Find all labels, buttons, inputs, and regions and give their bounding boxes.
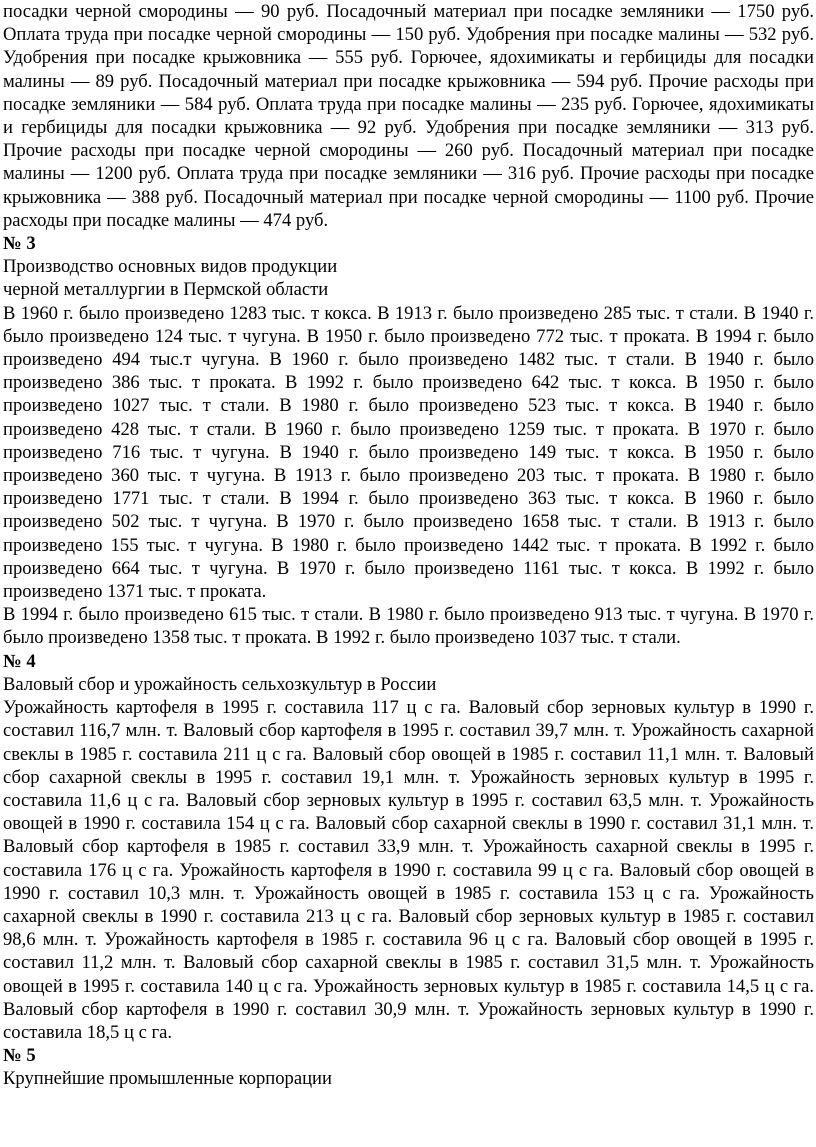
task-3-paragraph-2: В 1994 г. было произведено 615 тыс. т стали. В 1980 г. было произведено 913 тыс. т чугуна. В 1970 г. было произведено 1358 тыс. т проката. В 1992 г. было произведено 1037 тыс. т стали.	[3, 604, 814, 649]
task-4-title: Валовый сбор и урожайность сельхозкультур в России	[3, 673, 437, 695]
document-page	[3, 0, 814, 1091]
task-5-title: Крупнейшие промышленные корпорации	[3, 1068, 332, 1090]
task-3-number: № 3	[3, 233, 36, 255]
task-3-title-line-2: черной металлургии в Пермской области	[3, 279, 329, 301]
task-3-title-line-1: Производство основных видов продукции	[3, 256, 338, 278]
intro-paragraph: посадки черной смородины — 90 руб. Посадочный материал при посадке земляники — 1750 руб. Оплата труда при посадке черной смородины — 150 руб. Удобрения при посадке малины — 532 руб. Удобрения при посадке крыжовника — 555 руб. Горючее, ядохимикаты и гербициды для посадки малины — 89 руб. Посадочный материал при посадке крыжовника — 594 руб. Прочие расходы при посадке земляники — 584 руб. Оплата труда при посадке малины — 235 руб. Горючее, ядохимикаты и гербициды для посадки крыжовника — 92 руб. Удобрения при посадке земляники — 313 руб. Прочие расходы при посадке черной смородины — 260 руб. Посадочный материал при посадке малины — 1200 руб. Оплата труда при посадке земляники — 316 руб. Прочие расходы при посадке крыжовника — 388 руб. Посадочный материал при посадке черной смородины — 1100 руб. Прочие расходы при посадке малины — 474 руб.	[3, 1, 814, 231]
task-4-paragraph: Урожайность картофеля в 1995 г. составила 117 ц с га. Валовый сбор зерновых культур в 1990 г. составил 116,7 млн. т. Валовый сбор картофеля в 1995 г. составил 39,7 млн. т. Урожайность сахарной свеклы в 1985 г. составила 211 ц с га. Валовый сбор овощей в 1985 г. составил 11,1 млн. т. Валовый сбор сахарной свеклы в 1995 г. составил 19,1 млн. т. Урожайность зерновых культур в 1995 г. составила 11,6 ц с га. Валовый сбор зерновых культур в 1995 г. составил 63,5 млн. т. Урожайность овощей в 1990 г. составила 154 ц с га. Валовый сбор сахарной свеклы в 1990 г. составил 31,1 млн. т. Валовый сбор картофеля в 1985 г. составил 33,9 млн. т. Урожайность сахарной свеклы в 1995 г. составила 176 ц с га. Урожайность картофеля в 1990 г. составила 99 ц с га. Валовый сбор овощей в 1990 г. составил 10,3 млн. т. Урожайность овощей в 1985 г. составила 153 ц с га. Урожайность сахарной свеклы в 1990 г. составила 213 ц с га. Валовый сбор зерновых культур в 1985 г. составил 98,6 млн. т. Урожайность картофеля в 1985 г. составила 96 ц с га. Валовый сбор овощей в 1995 г. составил 11,2 млн. т. Валовый сбор сахарной свеклы в 1985 г. составил 31,5 млн. т. Урожайность овощей в 1995 г. составила 140 ц с га. Урожайность зерновых культур в 1985 г. составила 14,5 ц с га. Валовый сбор картофеля в 1990 г. составил 30,9 млн. т. Урожайность зерновых культур в 1990 г. составила 18,5 ц с га.	[3, 697, 814, 1043]
task-4-number: № 4	[3, 650, 36, 672]
task-5-number: № 5	[3, 1045, 36, 1067]
task-3-paragraph-1: В 1960 г. было произведено 1283 тыс. т кокса. В 1913 г. было произведено 285 тыс. т стали. В 1940 г. было произведено 124 тыс. т чугуна. В 1950 г. было произведено 772 тыс. т проката. В 1994 г. было произведено 494 тыс.т чугуна. В 1960 г. было произведено 1482 тыс. т стали. В 1940 г. было произведено 386 тыс. т проката. В 1992 г. было произведено 642 тыс. т кокса. В 1950 г. было произведено 1027 тыс. т стали. В 1980 г. было произведено 523 тыс. т кокса. В 1940 г. было произведено 428 тыс. т стали. В 1960 г. было произведено 1259 тыс. т проката. В 1970 г. было произведено 716 тыс. т чугуна. В 1940 г. было произведено 149 тыс. т кокса. В 1950 г. было произведено 360 тыс. т чугуна. В 1913 г. было произведено 203 тыс. т проката. В 1980 г. было произведено 1771 тыс. т стали. В 1994 г. было произведено 363 тыс. т кокса. В 1960 г. было произведено 502 тыс. т чугуна. В 1970 г. было произведено 1658 тыс. т стали. В 1913 г. было произведено 155 тыс. т чугуна. В 1980 г. было произведено 1442 тыс. т проката. В 1992 г. было произведено 664 тыс. т чугуна. В 1970 г. было произведено 1161 тыс. т кокса. В 1992 г. было произведено 1371 тыс. т проката.	[3, 302, 814, 603]
